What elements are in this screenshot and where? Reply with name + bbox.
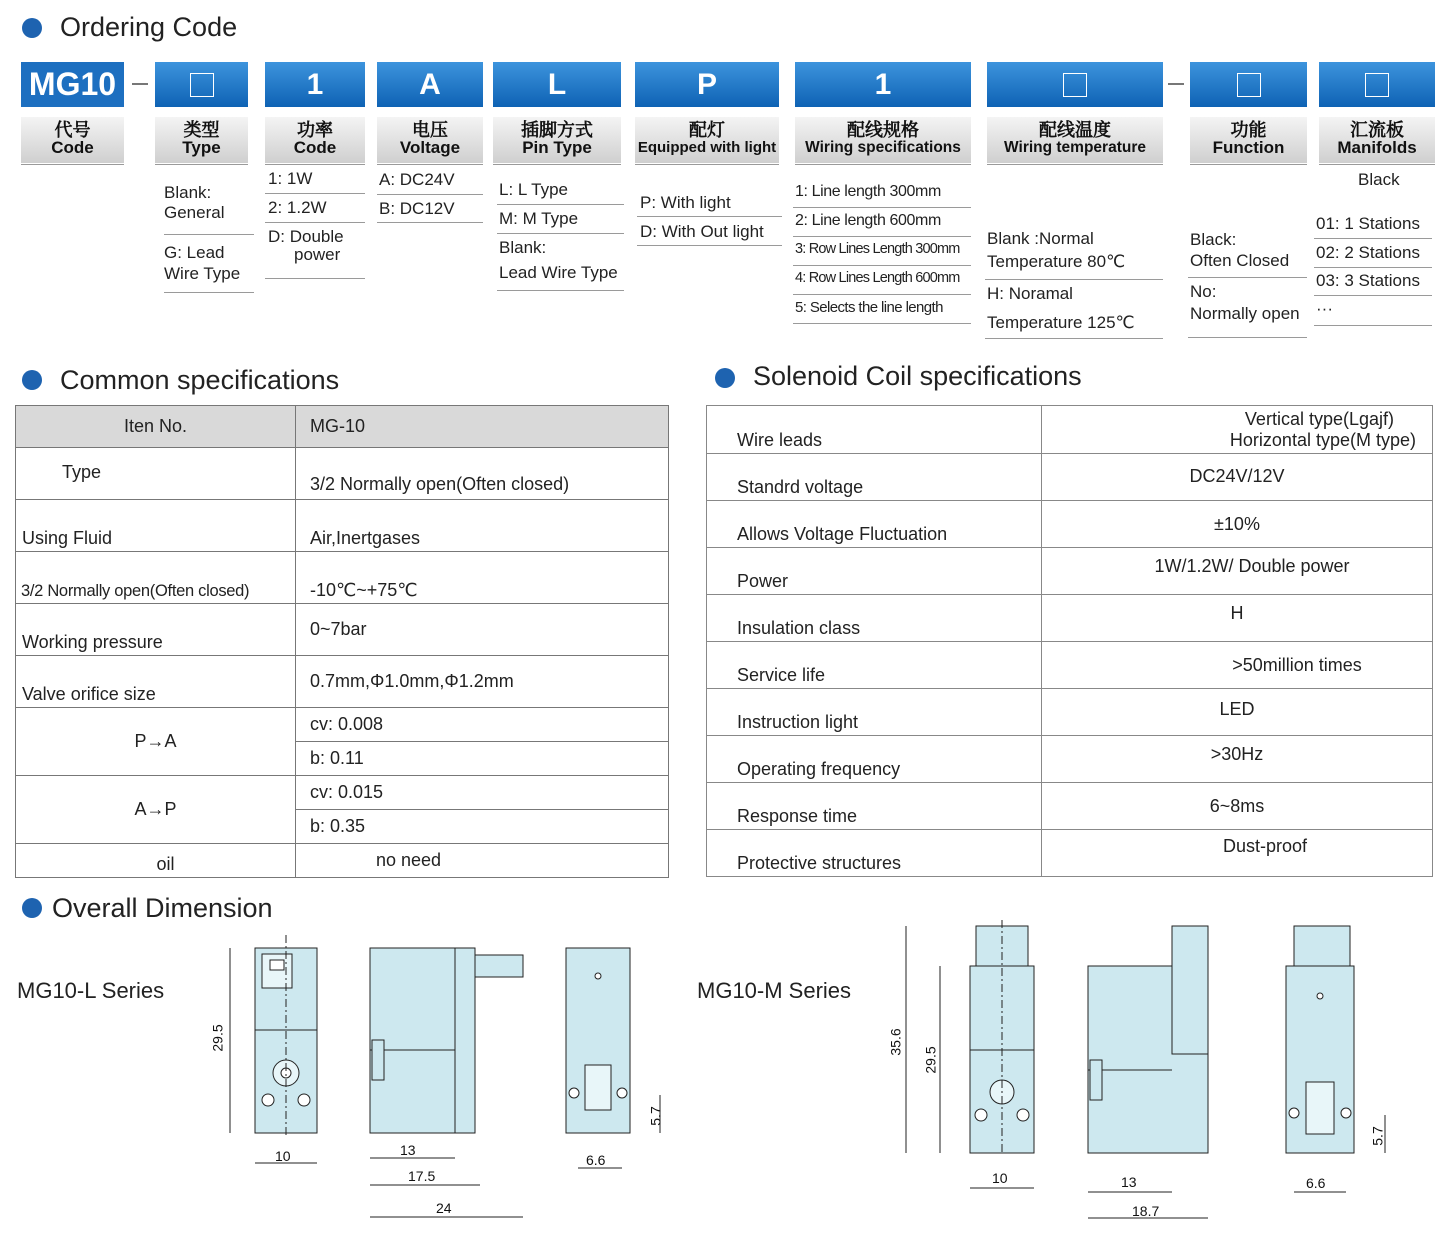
power-option: power	[294, 245, 341, 264]
dash	[1168, 83, 1184, 85]
code-box-power	[265, 62, 365, 107]
header-cn: 插脚方式	[521, 120, 593, 140]
placeholder-square	[1063, 73, 1087, 97]
rule	[377, 222, 483, 223]
coil-value-line: Horizontal type(M type)	[1229, 429, 1416, 450]
header-cn: 功率	[297, 120, 333, 140]
header-pin	[493, 117, 621, 163]
rule	[987, 164, 1163, 165]
code-box-temp	[987, 62, 1163, 107]
spec-value: 0~7bar	[296, 604, 669, 656]
mount-hole	[1017, 1109, 1029, 1121]
coil-label: Standrd voltage	[707, 454, 1042, 501]
header-cn: 配线温度	[1039, 120, 1111, 140]
code-box-label: P	[696, 67, 717, 101]
code-box-label: A	[419, 67, 441, 101]
spec-label: A→P	[16, 776, 296, 844]
dim-label: 24	[436, 1200, 452, 1216]
header-en: Voltage	[399, 138, 461, 157]
pin-option: M: M Type	[499, 209, 579, 228]
dim-label: 5.7	[647, 1106, 664, 1126]
code-box-voltage	[377, 62, 483, 107]
type-option: Blank:	[164, 183, 212, 202]
manifold-option: Black	[1358, 170, 1400, 189]
spec-label: Using Fluid	[16, 500, 296, 552]
manifold-option: 03: 3 Stations	[1316, 271, 1420, 290]
spec-value: cv: 0.008	[296, 708, 669, 742]
connector-top	[1294, 926, 1350, 966]
coil-value-line: Vertical type(Lgajf)	[1244, 408, 1394, 429]
coil-label: Wire leads	[707, 406, 1042, 454]
function-option: Black:	[1190, 230, 1237, 249]
manifold-option: 02: 2 Stations	[1316, 243, 1420, 262]
header-manifold	[1319, 117, 1435, 163]
dim-label: 17.5	[408, 1168, 436, 1184]
type-option: G: Lead	[164, 243, 225, 262]
rule	[164, 292, 254, 293]
side-tab	[1090, 1060, 1102, 1100]
spec-label: oil	[16, 844, 296, 878]
coil-value: DC24V/12V	[1042, 454, 1433, 501]
rule	[985, 279, 1163, 280]
coil-value: >50million times	[1042, 642, 1433, 689]
rule	[265, 193, 365, 194]
section-bullet	[22, 370, 42, 390]
header-en: Wiring specifications	[805, 139, 961, 156]
rule	[793, 236, 971, 237]
coil-side	[455, 948, 475, 1133]
coil-value: 1W/1.2W/ Double power	[1042, 548, 1433, 595]
rule	[497, 204, 624, 205]
dim-label: 13	[400, 1142, 416, 1158]
coil-value: LED	[1042, 689, 1433, 736]
spec-label: Type	[16, 448, 296, 500]
rule	[635, 164, 779, 165]
terminal-block	[1306, 1082, 1334, 1134]
rule	[493, 164, 621, 165]
dash	[132, 83, 148, 85]
type-option: Wire Type	[164, 264, 241, 283]
function-option: Often Closed	[1190, 251, 1290, 270]
header-en: Manifolds	[1337, 138, 1417, 157]
rule	[637, 245, 782, 246]
spec-value: b: 0.35	[296, 810, 669, 844]
power-option: 2: 1.2W	[268, 198, 327, 217]
code-box-label: MG10	[28, 66, 117, 102]
rule	[265, 278, 365, 279]
header-cn: 配线规格	[847, 120, 919, 140]
mount-hole	[1341, 1108, 1351, 1118]
header-en: Function	[1212, 138, 1285, 157]
dim-label: 5.7	[1369, 1126, 1386, 1146]
header-en: Code	[293, 138, 337, 157]
header-wiring	[795, 117, 971, 163]
dim-label: 6.6	[1306, 1175, 1326, 1191]
pin-option: Lead Wire Type	[499, 263, 618, 282]
temp-option: Blank :Normal	[987, 229, 1094, 248]
coil-label: Allows Voltage Fluctuation	[707, 501, 1042, 548]
spec-value: Air,Inertgases	[296, 500, 669, 552]
common-specs-table	[15, 405, 669, 878]
coil-label: Power	[707, 548, 1042, 595]
coil-label: Insulation class	[707, 595, 1042, 642]
rule	[1314, 325, 1432, 326]
spec-value: 3/2 Normally open(Often closed)	[296, 448, 669, 500]
mount-hole	[569, 1088, 579, 1098]
light-option: P: With light	[640, 193, 731, 212]
spec-value: -10℃~+75℃	[296, 552, 669, 604]
header-en: Pin Type	[522, 138, 592, 157]
rule	[637, 216, 782, 217]
wiring-option: 5: Selects the line length	[795, 299, 943, 316]
pin-option: L: L Type	[499, 180, 568, 199]
rule	[1188, 277, 1307, 278]
rule	[265, 164, 365, 165]
manifold-option: ···	[1316, 299, 1333, 318]
spec-value: cv: 0.015	[296, 776, 669, 810]
rule	[21, 164, 124, 165]
code-box-mg10	[21, 62, 124, 107]
dim-label: 29.5	[209, 1024, 226, 1052]
dim-label: 18.7	[1132, 1203, 1160, 1219]
header-code	[21, 117, 124, 163]
header-cn: 配灯	[689, 120, 725, 140]
code-box-label: 1	[874, 67, 892, 101]
header-en: Wiring temperature	[1004, 139, 1146, 156]
voltage-option: B: DC12V	[379, 199, 455, 218]
coil-value: ±10%	[1042, 501, 1433, 548]
power-option: 1: 1W	[268, 169, 313, 188]
coil-value: H	[1042, 595, 1433, 642]
rule	[1314, 295, 1432, 296]
spec-value: 0.7mm,Φ1.0mm,Φ1.2mm	[296, 656, 669, 708]
wiring-option: 2: Line length 600mm	[795, 212, 941, 229]
header-cn: 代号	[54, 120, 91, 140]
rule	[1188, 337, 1307, 338]
l-series-label: MG10-L Series	[17, 978, 165, 1003]
coil-label: Protective structures	[707, 830, 1042, 877]
code-box-pin	[493, 62, 621, 107]
rule	[377, 164, 483, 165]
indicator-dot	[595, 973, 601, 979]
rule	[497, 233, 624, 234]
voltage-option: A: DC24V	[379, 170, 455, 189]
connector-side	[1172, 926, 1208, 1054]
code-box-light	[635, 62, 779, 107]
mount-hole	[1289, 1108, 1299, 1118]
code-box-label: 1	[306, 67, 324, 101]
rule	[155, 164, 248, 165]
dim-label: 10	[992, 1170, 1008, 1186]
code-box-function	[1190, 62, 1307, 107]
spec-value: b: 0.11	[296, 742, 669, 776]
coil-label: Instruction light	[707, 689, 1042, 736]
spec-label: 3/2 Normally open(Often closed)	[16, 552, 296, 604]
common-specs-title: Common specifications	[60, 365, 340, 395]
placeholder-square	[1237, 73, 1261, 97]
temp-option: Temperature 80℃	[987, 252, 1126, 271]
l-series-drawing	[190, 930, 710, 1230]
rule	[164, 234, 254, 235]
section-bullet	[22, 18, 42, 38]
spec-label: Valve orifice size	[16, 656, 296, 708]
m-series-label: MG10-M Series	[697, 978, 852, 1003]
connector-socket	[262, 954, 292, 988]
header-en: Type	[182, 138, 221, 157]
temp-option: H: Noramal	[987, 284, 1073, 303]
manifold-option: 01: 1 Stations	[1316, 214, 1420, 233]
header-en: Equipped with light	[637, 139, 777, 156]
code-box-type	[155, 62, 248, 107]
rule	[793, 294, 971, 295]
header-cn: 类型	[183, 120, 220, 140]
header-en: Code	[51, 138, 94, 157]
light-option: D: With Out light	[640, 222, 764, 241]
coil-value: 6~8ms	[1042, 783, 1433, 830]
spec-label: P→A	[16, 708, 296, 776]
header-cn: 汇流板	[1350, 120, 1404, 140]
coil-value: >30Hz	[1042, 736, 1433, 783]
table-header: MG-10	[296, 406, 669, 448]
coil-label: Service life	[707, 642, 1042, 689]
wiring-option: 1: Line length 300mm	[795, 183, 941, 200]
rule	[377, 194, 483, 195]
rule	[1314, 238, 1432, 239]
pin-option: Blank:	[499, 238, 547, 257]
mount-hole	[617, 1088, 627, 1098]
connector-pin	[270, 960, 284, 970]
spec-value: no need	[296, 844, 669, 878]
rule	[793, 207, 971, 208]
power-option: D: Double	[268, 227, 344, 246]
dim-label: 13	[1121, 1174, 1137, 1190]
header-temp	[987, 117, 1163, 163]
dimension-title: Overall Dimension	[52, 893, 273, 923]
rule	[793, 323, 971, 324]
table-header: Iten No.	[16, 406, 296, 448]
ordering-code-title: Ordering Code	[60, 12, 238, 42]
side-tab	[372, 1040, 384, 1080]
rule	[793, 265, 971, 266]
header-cn: 功能	[1230, 120, 1267, 140]
rule	[497, 290, 624, 291]
rule	[795, 164, 971, 165]
coil-specs-table	[706, 405, 1433, 877]
header-cn: 电压	[412, 120, 448, 140]
rule	[1319, 164, 1435, 165]
temp-option: Temperature 125℃	[987, 313, 1135, 332]
indicator-dot	[1317, 993, 1323, 999]
dim-label: 29.5	[922, 1046, 939, 1074]
rule	[1190, 164, 1307, 165]
code-box-wiring	[795, 62, 971, 107]
coil-value: Dust-proof	[1042, 830, 1433, 877]
header-light	[635, 117, 779, 163]
mount-hole	[262, 1094, 274, 1106]
placeholder-square	[1365, 73, 1389, 97]
section-bullet	[715, 368, 735, 388]
placeholder-square	[190, 73, 214, 97]
header-voltage	[377, 117, 483, 163]
wiring-option: 3: Row Lines Length 300mm	[795, 241, 960, 257]
coil-label: Response time	[707, 783, 1042, 830]
code-box-label: L	[547, 67, 567, 101]
mount-hole	[298, 1094, 310, 1106]
function-option: No:	[1190, 282, 1217, 301]
section-bullet	[22, 898, 42, 918]
terminal-block	[585, 1065, 611, 1110]
mount-hole	[975, 1109, 987, 1121]
header-power	[265, 117, 365, 163]
spec-label: Working pressure	[16, 604, 296, 656]
header-type	[155, 117, 248, 163]
rule	[1314, 267, 1432, 268]
code-box-manifold	[1319, 62, 1435, 107]
type-option: General	[164, 203, 225, 222]
coil-specs-title: Solenoid Coil specifications	[753, 361, 1082, 391]
dim-label: 10	[275, 1148, 291, 1164]
wiring-option: 4: Row Lines Length 600mm	[795, 270, 960, 286]
dim-label: 6.6	[586, 1152, 606, 1168]
coil-value	[1042, 406, 1433, 454]
function-option: Normally open	[1190, 304, 1300, 323]
header-function	[1190, 117, 1307, 163]
rule	[985, 338, 1163, 339]
coil-label: Operating frequency	[707, 736, 1042, 783]
rule	[265, 222, 365, 223]
dim-label: 35.6	[887, 1028, 904, 1056]
